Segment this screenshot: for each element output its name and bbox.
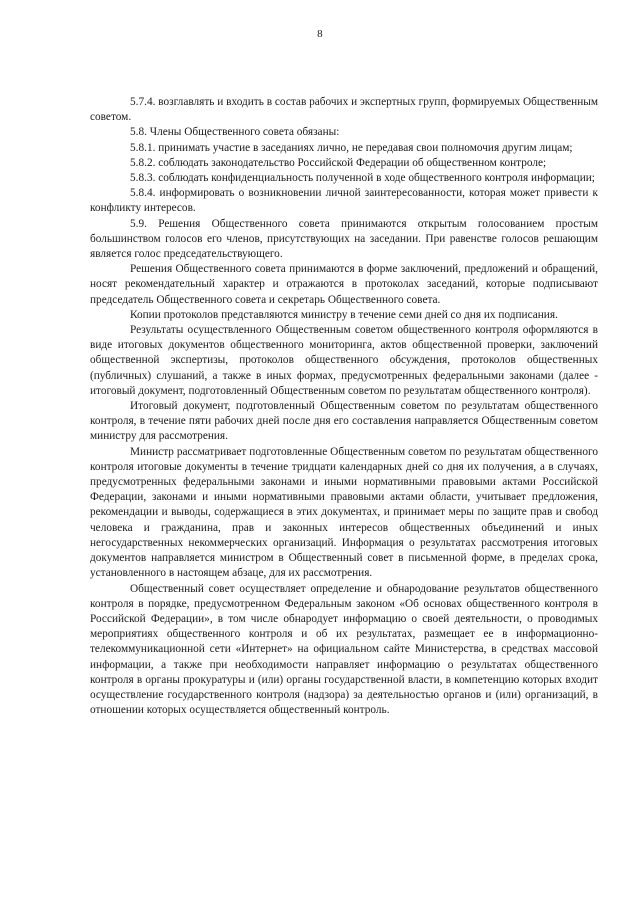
paragraph-decisions-form: Решения Общественного совета принимаются в форме заключений, предложений и обращений, носят рекомендательный характер и отражаются в протоколах заседаний, которые подписывают председатель Общественного совета и секретарь Общественного совета. <box>90 263 598 306</box>
paragraph-control-results: Результаты осуществленного Общественным советом общественного контроля оформляются в виде итоговых документов общественного мониторинга, актов общественной проверки, заключений общественной экспертизы, протоколов общественного обсуждения, протоколов общественных (публичных) слушаний, а также в иных формах, предусмотренных федеральными законами (далее - итоговый документ, подготовленный Общественным советом по результатам общественного контроля). <box>90 324 598 397</box>
paragraph-5-8-2: 5.8.2. соблюдать законодательство Российской Федерации об общественном контроле; <box>130 156 547 169</box>
paragraph-5-8-1: 5.8.1. принимать участие в заседаниях лично, не передавая свои полномочия другим лицам; <box>130 141 573 154</box>
paragraph-5-8-4: 5.8.4. информировать о возникновении личной заинтересованности, которая может привести к конфликту интересов. <box>90 187 598 215</box>
document-body <box>90 95 598 718</box>
paragraph-5-8: 5.8. Члены Общественного совета обязаны: <box>130 126 340 139</box>
paragraph-publication: Общественный совет осуществляет определение и обнародование результатов общественного контроля в порядке, предусмотренном Федеральным законом «Об основах общественного контроля в Российской Федерации», в том числе обнародует информацию о своей деятельности, о проводимых мероприятиях общественного контроля и об их результатах, размещает ее в информационно-телекоммуникационной сети «Интернет» на официальном сайте Министерства, в средствах массовой информации, а также при необходимости направляет информацию о результатах общественного контроля в органы прокуратуры и (или) органы государственной власти, в компетенцию которых входит осуществление государственного контроля (надзора) за деятельностью органов и (или) организаций, в отношении которых осуществляется общественный контроль. <box>90 582 598 717</box>
paragraph-5-8-3: 5.8.3. соблюдать конфиденциальность полученной в ходе общественного контроля информации; <box>130 172 595 185</box>
paragraph-5-7-4: 5.7.4. возглавлять и входить в состав рабочих и экспертных групп, формируемых Общественным советом. <box>90 96 598 124</box>
paragraph-protocol-copies: Копии протоколов представляются министру в течение семи дней со дня их подписания. <box>130 308 558 321</box>
paragraph-minister-review: Министр рассматривает подготовленные Общественным советом по результатам общественного контроля итоговые документы в течение тридцати календарных дней со дня их получения, а в случаях, предусмотренных федеральными законами и иными нормативными правовыми актами Российской Федерации, законами и иными нормативными правовыми актами области, учитывает предложения, рекомендации и выводы, содержащиеся в этих документах, и принимает меры по защите прав и свобод человека и гражданина, прав и законных интересов общественных объединений и иных негосударственных некоммерческих организаций. Информация о результатах рассмотрения итоговых документов направляется министром в Общественный совет в письменной форме, в пределах срока, установленного в настоящем абзаце, для их рассмотрения. <box>90 445 598 580</box>
paragraph-final-document: Итоговый документ, подготовленный Общественным советом по результатам общественного контроля, в течение пяти рабочих дней после дня его составления направляется Общественным советом министру для рассмотрения. <box>90 400 598 443</box>
paragraph-5-9: 5.9. Решения Общественного совета принимаются открытым голосованием простым большинством голосов его членов, присутствующих на заседании. При равенстве голосов решающим является голос председательствующего. <box>90 217 598 261</box>
page-number: 8 <box>317 28 323 40</box>
